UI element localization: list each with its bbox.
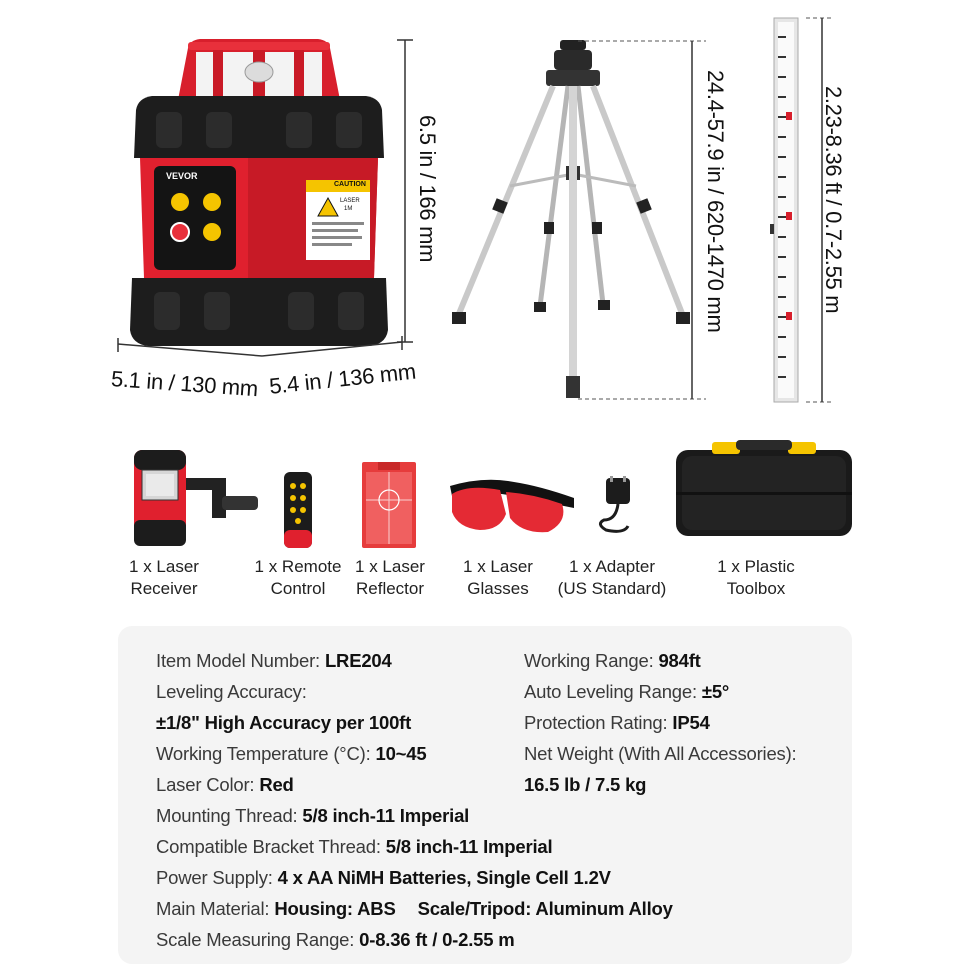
laser-receiver-image xyxy=(130,448,262,550)
spec-leveling-label: Leveling Accuracy: xyxy=(156,681,307,702)
rotary-laser-image xyxy=(118,30,400,352)
laser-height-label: 6.5 in / 166 mm xyxy=(415,115,440,263)
caution-label: CAUTION xyxy=(334,181,366,188)
accessory-adapter-label: 1 x Adapter (US Standard) xyxy=(557,557,667,598)
spec-scale-range: Scale Measuring Range: 0-8.36 ft / 0-2.55 m xyxy=(156,929,515,950)
laser-depth-label: 5.4 in / 136 mm xyxy=(268,358,417,399)
laser-width-label: 5.1 in / 130 mm xyxy=(110,366,259,402)
laser-class-label: 1M xyxy=(344,206,353,212)
tripod-height-dimension xyxy=(576,38,710,402)
spec-leveling-value: ±1/8" High Accuracy per 100ft xyxy=(156,712,412,733)
adapter-image xyxy=(594,476,642,538)
brand-logo: VEVOR xyxy=(166,171,198,181)
measuring-rod-image xyxy=(770,16,806,404)
laser-reflector-image xyxy=(360,460,418,550)
accessory-receiver-label: 1 x Laser Receiver xyxy=(129,557,199,598)
accessory-reflector-label: 1 x Laser Reflector xyxy=(355,557,425,598)
accessory-remote-label: 1 x Remote Control xyxy=(254,557,342,598)
spec-temperature: Working Temperature (°C): 10~45 xyxy=(156,743,427,764)
toolbox-image xyxy=(672,440,856,540)
spec-weight-label: Net Weight (With All Accessories): xyxy=(524,743,797,764)
accessory-toolbox-label: 1 x Plastic Toolbox xyxy=(717,557,795,598)
tripod-height-label: 24.4-57.9 in / 620-1470 mm xyxy=(703,70,728,333)
spec-protection: Protection Rating: IP54 xyxy=(524,712,710,733)
spec-mounting-thread: Mounting Thread: 5/8 inch-11 Imperial xyxy=(156,805,470,826)
spec-working-range: Working Range: 984ft xyxy=(524,650,701,671)
spec-model: Item Model Number: LRE204 xyxy=(156,650,392,671)
spec-power-supply: Power Supply: 4 x AA NiMH Batteries, Single Cell 1.2V xyxy=(156,867,611,888)
laser-base-dimensions xyxy=(112,336,412,366)
accessory-glasses-label: 1 x Laser Glasses xyxy=(463,557,533,598)
spec-laser-color: Laser Color: Red xyxy=(156,774,294,795)
remote-control-image xyxy=(282,470,314,550)
spec-material: Main Material: Housing: ABS Scale/Tripod: Aluminum Alloy xyxy=(156,898,673,919)
laser-tag-label: LASER xyxy=(340,198,360,204)
rod-height-label: 2.23-8.36 ft / 0.7-2.55 m xyxy=(821,86,846,314)
spec-weight-value: 16.5 lb / 7.5 kg xyxy=(524,774,647,795)
spec-bracket-thread: Compatible Bracket Thread: 5/8 inch-11 Imperial xyxy=(156,836,553,857)
spec-auto-leveling: Auto Leveling Range: ±5° xyxy=(524,681,730,702)
laser-glasses-image xyxy=(444,472,580,538)
